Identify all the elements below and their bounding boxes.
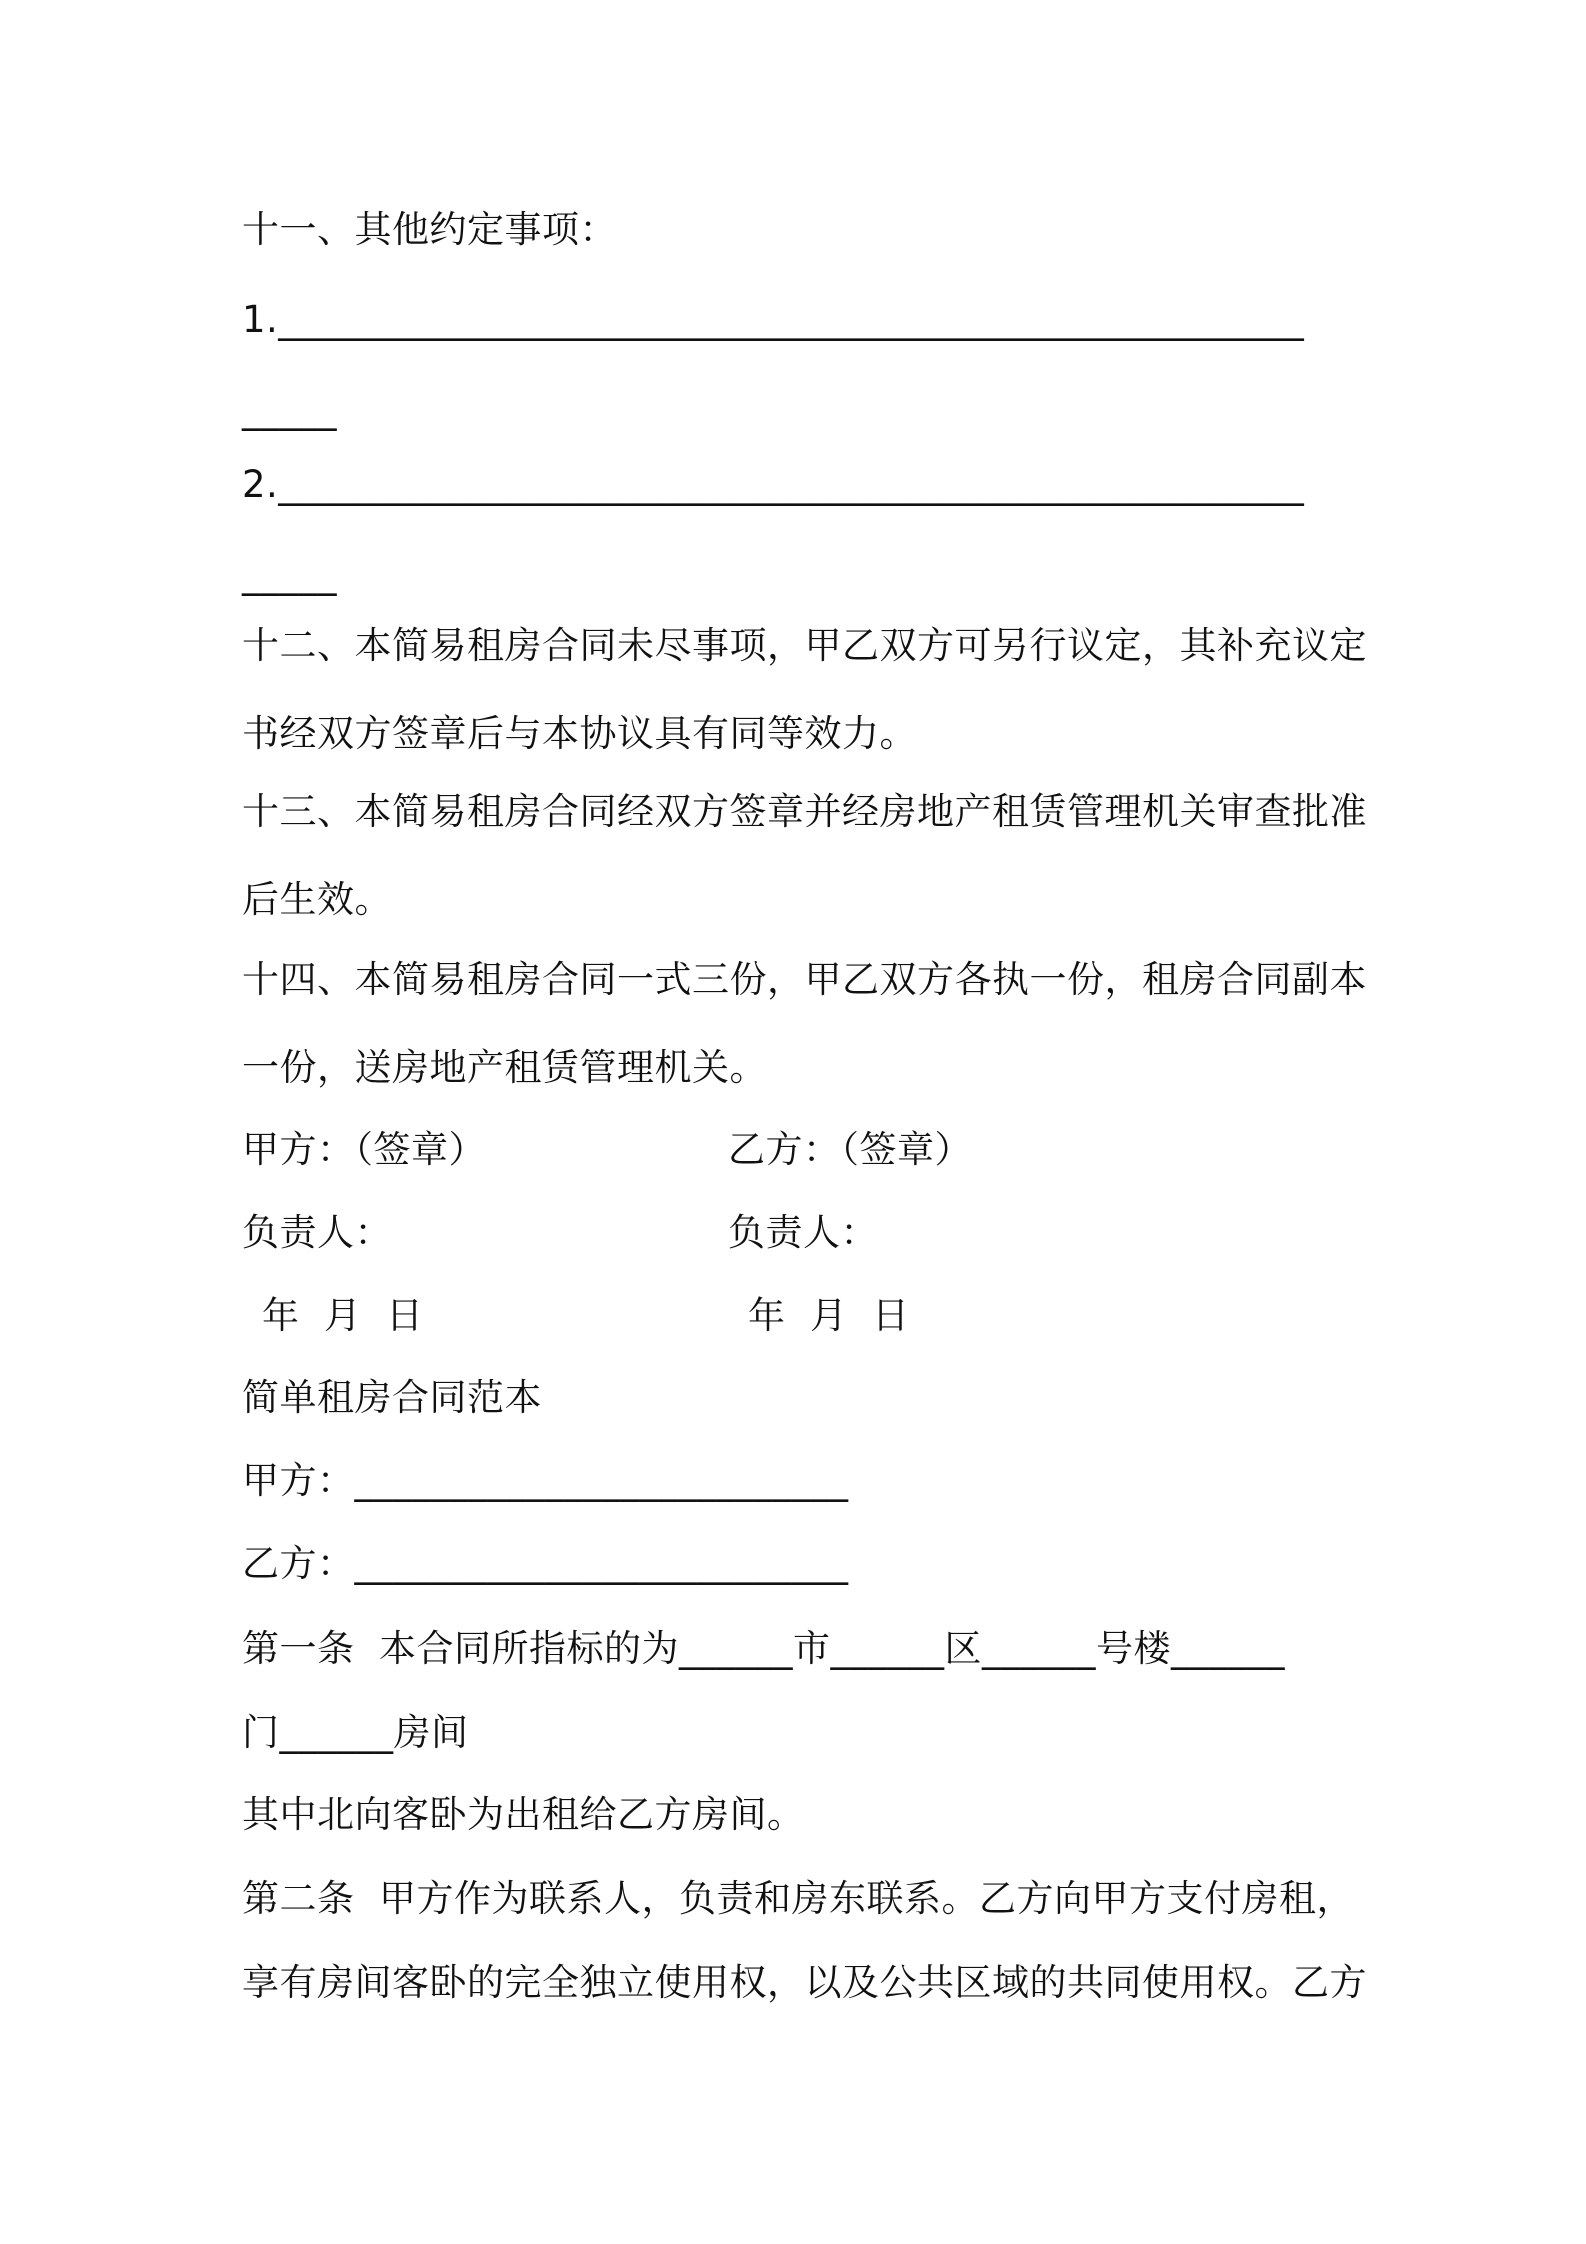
- room-note: 其中北向客卧为出租给乙方房间。: [242, 1793, 805, 1836]
- article-2-line-2: 享有房间客卧的完全独立使用权，以及公共区域的共同使用权。乙方: [242, 1961, 1367, 2004]
- clause-11-item-1-continued: _____: [242, 388, 337, 431]
- clause-13-line-1: 十三、本简易租房合同经双方签章并经房地产租赁管理机关审查批准: [242, 790, 1367, 833]
- second-contract-title: 简单租房合同范本: [242, 1376, 542, 1419]
- clause-11-item-1: 1.______________________________________________________: [242, 298, 1305, 341]
- article-1-line-2: 门______房间: [242, 1711, 469, 1754]
- second-contract-party-a: 甲方：__________________________: [242, 1459, 849, 1502]
- party-b-signature: 乙方：（签章）: [728, 1128, 972, 1171]
- clause-11-item-2-continued: _____: [242, 553, 337, 596]
- clause-14-line-2: 一份，送房地产租赁管理机关。: [242, 1046, 767, 1089]
- second-contract-party-b: 乙方：__________________________: [242, 1542, 849, 1585]
- clause-11-heading: 十一、其他约定事项：: [242, 208, 617, 251]
- party-a-signature: 甲方：（签章）: [242, 1128, 486, 1171]
- clause-12-line-1: 十二、本简易租房合同未尽事项，甲乙双方可另行议定，其补充议定: [242, 624, 1367, 667]
- clause-14-line-1: 十四、本简易租房合同一式三份，甲乙双方各执一份，租房合同副本: [242, 958, 1367, 1001]
- article-1-line-1: 第一条 本合同所指标的为______市______区______号楼______: [242, 1627, 1286, 1670]
- party-b-date: 年 月 日: [748, 1294, 910, 1337]
- party-b-responsible-person: 负责人：: [728, 1211, 878, 1254]
- party-a-responsible-person: 负责人：: [242, 1211, 392, 1254]
- party-a-date: 年 月 日: [262, 1294, 424, 1337]
- article-2-line-1: 第二条 甲方作为联系人，负责和房东联系。乙方向甲方支付房租，: [242, 1877, 1355, 1920]
- clause-13-line-2: 后生效。: [242, 878, 392, 921]
- clause-11-item-2: 2.______________________________________________________: [242, 463, 1305, 506]
- clause-12-line-2: 书经双方签章后与本协议具有同等效力。: [242, 712, 917, 755]
